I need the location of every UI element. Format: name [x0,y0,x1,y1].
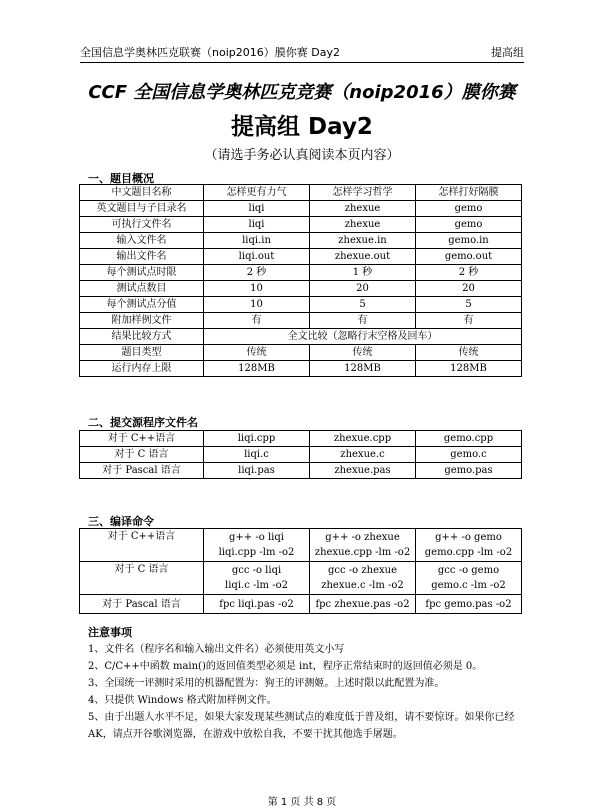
table-cell: 对于 C 语言 [80,562,204,595]
table-cell: 2 秒 [204,265,310,281]
table-cell: 传统 [416,345,522,361]
source-files-table [79,430,522,479]
table-cell: zhexue.in [310,233,416,249]
command-line: liqi.c -lm -o2 [225,580,288,591]
table-cell [310,529,416,562]
command-line: zhexue.c -lm -o2 [321,580,404,591]
note-item: 2、C/C++中函数 main()的返回值类型必须是 int，程序正常结束时的返回值必须是 0。 [88,661,483,672]
table-cell: 1 秒 [310,265,416,281]
table-cell: 20 [416,281,522,297]
contest-title: CCF 全国信息学奥林匹克竞赛（noip2016）膜你赛 [88,82,516,103]
table-cell: gemo [416,201,522,217]
table-cell: 每个测试点时限 [80,265,204,281]
table-cell: 中文题目名称 [80,185,204,201]
table-row [80,329,522,345]
table-cell: 全文比较（忽略行末空格及回车） [204,329,522,345]
table-cell: 怎样学习哲学 [310,185,416,201]
table-cell [416,529,522,562]
table-cell: 对于 C++语言 [80,529,204,562]
table-row [80,281,522,297]
contest-subtitle: 提高组 Day2 [231,114,373,140]
table-row [80,313,522,329]
table-cell: fpc liqi.pas -o2 [204,595,310,614]
table-row [80,529,522,562]
note-item: 4、只提供 Windows 格式附加样例文件。 [88,695,277,706]
table-cell: gemo.c [416,447,522,463]
table-cell [204,529,310,562]
section-source-title: 二、提交源程序文件名 [88,416,198,429]
note-item: 5、由于出题人水平不足，如果大家发现某些测试点的难度低于普及组，请不要惊讶。如果你已经 AK，请点开谷歌浏览器，在游戏中放松自我，不要干扰其他选手屠题。 [88,712,515,740]
command-line: gemo.c -lm -o2 [431,580,506,591]
command-line: gcc -o liqi [231,565,282,576]
table-row [80,463,522,479]
section-overview-title: 一、题目概况 [88,172,154,185]
notes-section [88,624,528,743]
command-line: gcc -o zhexue [328,565,397,576]
table-cell: 传统 [204,345,310,361]
table-cell: 结果比较方式 [80,329,204,345]
table-row [80,249,522,265]
table-cell: 题目类型 [80,345,204,361]
page-header [80,44,524,63]
table-cell: 测试点数目 [80,281,204,297]
command-line: g++ -o zhexue [325,532,400,543]
table-cell: 怎样更有力气 [204,185,310,201]
table-cell [310,562,416,595]
table-cell: gemo [416,217,522,233]
table-cell: zhexue.c [310,447,416,463]
table-cell: 128MB [416,361,522,377]
table-row [80,265,522,281]
table-cell: 英文题目与子目录名 [80,201,204,217]
table-cell: 对于 Pascal 语言 [80,595,204,614]
table-cell: zhexue.pas [310,463,416,479]
command-line: gemo.cpp -lm -o2 [424,547,513,558]
table-cell: 每个测试点分值 [80,297,204,313]
table-cell: gemo.in [416,233,522,249]
table-cell: 运行内存上限 [80,361,204,377]
section-compile-title: 三、编译命令 [88,515,154,528]
table-cell: 2 秒 [416,265,522,281]
note-item: 1、文件名（程序名和输入输出文件名）必须使用英文小写 [88,644,345,655]
overview-table [79,184,522,377]
compile-table [79,528,522,614]
table-cell: liqi [204,201,310,217]
table-row [80,361,522,377]
table-cell: 输出文件名 [80,249,204,265]
command-line: liqi.cpp -lm -o2 [218,547,295,558]
table-cell: liqi.pas [204,463,310,479]
table-cell: gemo.pas [416,463,522,479]
table-cell [204,562,310,595]
table-cell: 10 [204,297,310,313]
table-row [80,185,522,201]
table-row [80,217,522,233]
page-footer: 第 1 页 共 8 页 [267,797,337,808]
table-cell: 5 [416,297,522,313]
table-cell: zhexue [310,201,416,217]
table-cell: 有 [310,313,416,329]
note-item: 3、全国统一评测时采用的机器配置为：狗王的评测姬。上述时限以此配置为准。 [88,678,445,689]
table-cell: liqi [204,217,310,233]
table-row [80,297,522,313]
command-line: gcc -o gemo [437,565,500,576]
table-cell: 怎样打好隔膜 [416,185,522,201]
table-cell: liqi.cpp [204,431,310,447]
table-cell [416,562,522,595]
table-row [80,233,522,249]
table-cell: liqi.out [204,249,310,265]
table-row [80,562,522,595]
command-line: g++ -o liqi [229,532,284,543]
table-cell: 5 [310,297,416,313]
table-cell: 20 [310,281,416,297]
command-line: zhexue.cpp -lm -o2 [314,547,411,558]
table-row [80,595,522,614]
table-cell: zhexue [310,217,416,233]
read-notice: （请选手务必认真阅读本页内容） [204,148,400,163]
table-cell: 对于 C++语言 [80,431,204,447]
table-cell: gemo.out [416,249,522,265]
table-cell: zhexue.out [310,249,416,265]
table-cell: 对于 C 语言 [80,447,204,463]
notes-title: 注意事项 [88,626,132,639]
header-title: 全国信息学奥林匹克联赛（noip2016）膜你赛 Day2 [80,46,340,59]
table-cell: liqi.c [204,447,310,463]
table-cell: 有 [204,313,310,329]
table-cell: liqi.in [204,233,310,249]
table-cell: 输入文件名 [80,233,204,249]
table-cell: 附加样例文件 [80,313,204,329]
header-group: 提高组 [491,46,524,59]
table-cell: gemo.cpp [416,431,522,447]
table-row [80,447,522,463]
table-cell: 10 [204,281,310,297]
table-cell: 128MB [204,361,310,377]
table-row [80,345,522,361]
table-cell: 有 [416,313,522,329]
table-cell: 传统 [310,345,416,361]
table-cell: 对于 Pascal 语言 [80,463,204,479]
command-line: g++ -o gemo [435,532,502,543]
table-row [80,201,522,217]
table-cell: fpc gemo.pas -o2 [416,595,522,614]
table-row [80,431,522,447]
table-cell: fpc zhexue.pas -o2 [310,595,416,614]
table-cell: 128MB [310,361,416,377]
notes-list [88,641,528,743]
table-cell: zhexue.cpp [310,431,416,447]
table-cell: 可执行文件名 [80,217,204,233]
